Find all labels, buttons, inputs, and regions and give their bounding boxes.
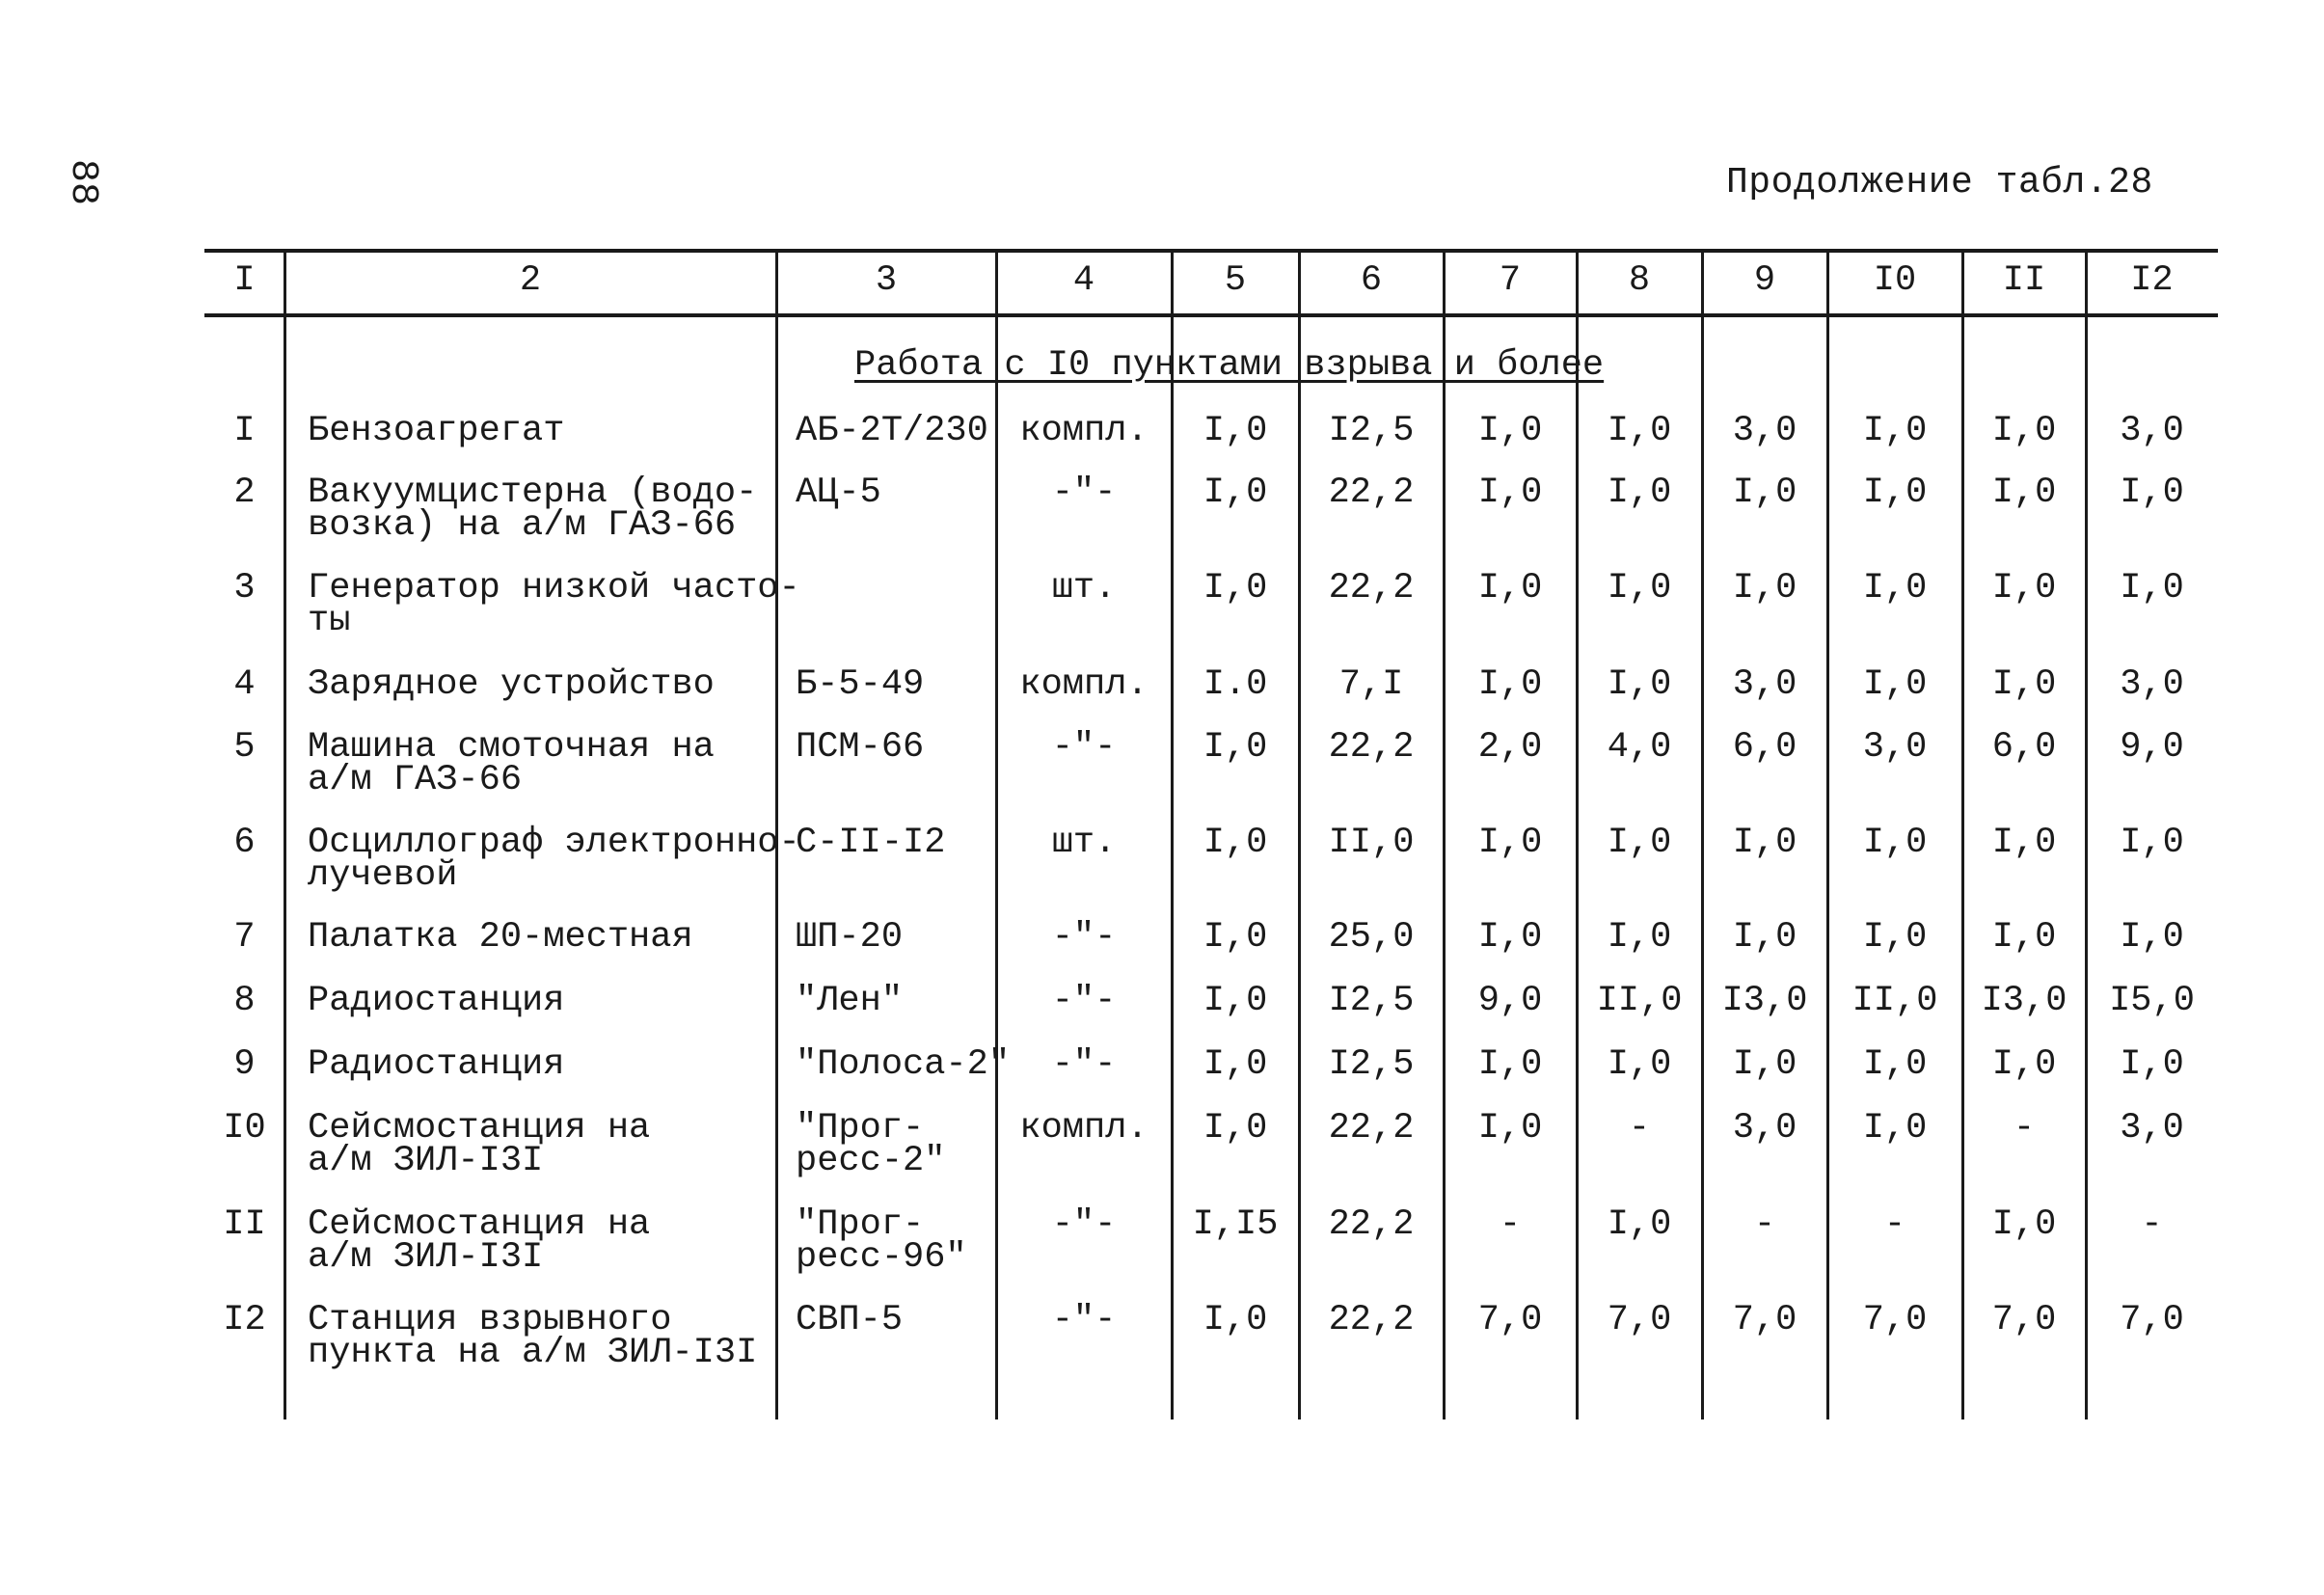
- value-cell: 22,2: [1328, 473, 1415, 513]
- column-header: 8: [1628, 260, 1651, 301]
- value-cell: I2,5: [1328, 981, 1415, 1021]
- unit: компл.: [1019, 664, 1148, 705]
- value-cell: I,0: [1732, 917, 1797, 958]
- unit: -"-: [1051, 1204, 1117, 1245]
- value-cell: I,0: [1477, 473, 1543, 513]
- column-header: II: [2002, 260, 2046, 301]
- column-header: 6: [1360, 260, 1383, 301]
- equipment-name: Зарядное устройство: [308, 664, 715, 705]
- value-cell: 3,0: [2120, 411, 2184, 451]
- value-cell: I,0: [1203, 1044, 1268, 1085]
- row-number: I0: [223, 1108, 266, 1149]
- value-cell: II,0: [1596, 981, 1683, 1021]
- equipment-model: "Лен": [796, 981, 904, 1021]
- equipment-model: АЦ-5: [796, 473, 881, 513]
- value-cell: I,0: [1607, 664, 1672, 705]
- unit: -"-: [1051, 727, 1117, 768]
- value-cell: I,0: [1862, 568, 1928, 608]
- equipment-model: ПСМ-66: [796, 727, 925, 768]
- value-cell: I,0: [1732, 1044, 1797, 1085]
- unit: -"-: [1051, 1300, 1117, 1340]
- value-cell: I,0: [1477, 823, 1543, 863]
- table-caption: Продолжение табл.28: [1726, 162, 2153, 203]
- equipment-name: Сейсмостанция на а/м ЗИЛ-I3I: [308, 1108, 651, 1181]
- row-number: 8: [233, 981, 256, 1021]
- value-cell: 4,0: [1607, 727, 1672, 768]
- column-header: 3: [875, 260, 898, 301]
- unit: компл.: [1019, 1108, 1148, 1149]
- value-cell: 22,2: [1328, 727, 1415, 768]
- value-cell: I,0: [1477, 917, 1543, 958]
- page-number: 88: [61, 159, 104, 206]
- equipment-model: ШП-20: [796, 917, 904, 958]
- unit: -"-: [1051, 981, 1117, 1021]
- value-cell: 7,0: [1607, 1300, 1672, 1340]
- equipment-name: Осциллограф электронно- лучевой: [308, 823, 800, 896]
- equipment-model: СВП-5: [796, 1300, 904, 1340]
- value-cell: 3,0: [2120, 664, 2184, 705]
- equipment-model: "Прог- ресс-96": [796, 1204, 967, 1278]
- equipment-name: Станция взрывного пункта на а/м ЗИЛ-I3I: [308, 1300, 758, 1373]
- value-cell: 7,0: [1477, 1300, 1543, 1340]
- value-cell: I,0: [1203, 823, 1268, 863]
- value-cell: I,0: [1477, 568, 1543, 608]
- value-cell: I,0: [1991, 823, 2057, 863]
- column-header: 9: [1753, 260, 1776, 301]
- unit: шт.: [1051, 823, 1117, 863]
- column-header: I0: [1873, 260, 1917, 301]
- equipment-name: Вакуумцистерна (водо- возка) на а/м ГАЗ-66: [308, 473, 758, 546]
- value-cell: I,0: [2120, 473, 2184, 513]
- value-cell: I,0: [2120, 823, 2184, 863]
- value-cell: 6,0: [1732, 727, 1797, 768]
- equipment-name: Машина смоточная на а/м ГАЗ-66: [308, 727, 715, 800]
- unit: -"-: [1051, 1044, 1117, 1085]
- unit: компл.: [1019, 411, 1148, 451]
- equipment-model: АБ-2Т/230: [796, 411, 988, 451]
- column-header: 2: [519, 260, 542, 301]
- value-cell: 6,0: [1991, 727, 2057, 768]
- value-cell: I,0: [1862, 1044, 1928, 1085]
- value-cell: I,0: [1477, 1044, 1543, 1085]
- value-cell: I,0: [1203, 981, 1268, 1021]
- value-cell: 22,2: [1328, 1108, 1415, 1149]
- value-cell: I,0: [1991, 1044, 2057, 1085]
- value-cell: I3,0: [1721, 981, 1808, 1021]
- value-cell: I3,0: [1981, 981, 2067, 1021]
- row-number: 3: [233, 568, 256, 608]
- value-cell: I,0: [1862, 823, 1928, 863]
- value-cell: 22,2: [1328, 1300, 1415, 1340]
- value-cell: I,0: [1862, 664, 1928, 705]
- equipment-name: Радиостанция: [308, 1044, 565, 1085]
- equipment-name: Палатка 20-местная: [308, 917, 693, 958]
- unit: -"-: [1051, 473, 1117, 513]
- column-header: I2: [2130, 260, 2174, 301]
- value-cell: 7,0: [2120, 1300, 2184, 1340]
- value-cell: 7,I: [1338, 664, 1404, 705]
- value-cell: I,0: [1607, 568, 1672, 608]
- value-cell: I,0: [1991, 1204, 2057, 1245]
- value-cell: I,0: [1203, 1300, 1268, 1340]
- equipment-name: Бензоагрегат: [308, 411, 565, 451]
- equipment-model: Б-5-49: [796, 664, 925, 705]
- row-number: I: [233, 411, 256, 451]
- value-cell: I,0: [2120, 1044, 2184, 1085]
- equipment-name: Радиостанция: [308, 981, 565, 1021]
- value-cell: I,0: [1477, 411, 1543, 451]
- table-header-rule: [204, 313, 2218, 317]
- value-cell: II,0: [1851, 981, 1938, 1021]
- value-cell: I2,5: [1328, 1044, 1415, 1085]
- column-header: 4: [1072, 260, 1095, 301]
- unit: шт.: [1051, 568, 1117, 608]
- value-cell: 9,0: [2120, 727, 2184, 768]
- equipment-model: С-II-I2: [796, 823, 946, 863]
- equipment-name: Генератор низкой часто- ты: [308, 568, 800, 641]
- value-cell: I,0: [1607, 473, 1672, 513]
- row-number: 6: [233, 823, 256, 863]
- column-header: 5: [1224, 260, 1247, 301]
- value-cell: I,0: [1607, 1204, 1672, 1245]
- value-cell: I,0: [1203, 1108, 1268, 1149]
- value-cell: I,0: [1203, 727, 1268, 768]
- value-cell: I5,0: [2109, 981, 2195, 1021]
- value-cell: I,0: [1991, 568, 2057, 608]
- value-cell: 25,0: [1328, 917, 1415, 958]
- value-cell: I,0: [1991, 664, 2057, 705]
- row-number: 2: [233, 473, 256, 513]
- value-cell: I,I5: [1192, 1204, 1279, 1245]
- unit: -"-: [1051, 917, 1117, 958]
- value-cell: 7,0: [1862, 1300, 1928, 1340]
- value-cell: I,0: [1862, 1108, 1928, 1149]
- equipment-model: "Полоса-2": [796, 1044, 1011, 1085]
- value-cell: 3,0: [1732, 411, 1797, 451]
- row-number: I2: [223, 1300, 266, 1340]
- value-cell: I,0: [1991, 473, 2057, 513]
- value-cell: 9,0: [1477, 981, 1543, 1021]
- value-cell: 3,0: [1862, 727, 1928, 768]
- value-cell: I,0: [1607, 823, 1672, 863]
- row-number: 9: [233, 1044, 256, 1085]
- value-cell: I,0: [1203, 411, 1268, 451]
- value-cell: I,0: [1203, 917, 1268, 958]
- value-cell: I,0: [1607, 411, 1672, 451]
- value-cell: -: [1628, 1108, 1651, 1149]
- value-cell: I,0: [1732, 473, 1797, 513]
- value-cell: 3,0: [1732, 1108, 1797, 1149]
- value-cell: I,0: [1862, 917, 1928, 958]
- value-cell: 2,0: [1477, 727, 1543, 768]
- column-header: I: [233, 260, 256, 301]
- value-cell: -: [1753, 1204, 1776, 1245]
- value-cell: -: [1883, 1204, 1906, 1245]
- value-cell: I,0: [2120, 917, 2184, 958]
- value-cell: -: [2141, 1204, 2163, 1245]
- column-header: 7: [1499, 260, 1522, 301]
- section-title: Работа с I0 пунктами взрыва и более: [854, 345, 1605, 386]
- value-cell: I,0: [1732, 568, 1797, 608]
- value-cell: I,0: [1862, 411, 1928, 451]
- value-cell: I,0: [1203, 473, 1268, 513]
- value-cell: I,0: [1203, 568, 1268, 608]
- value-cell: 3,0: [1732, 664, 1797, 705]
- table-top-rule: [204, 249, 2218, 253]
- value-cell: I,0: [1607, 1044, 1672, 1085]
- equipment-model: "Прог- ресс-2": [796, 1108, 946, 1181]
- equipment-name: Сейсмостанция на а/м ЗИЛ-I3I: [308, 1204, 651, 1278]
- value-cell: -: [1499, 1204, 1522, 1245]
- value-cell: 7,0: [1732, 1300, 1797, 1340]
- value-cell: I,0: [1477, 664, 1543, 705]
- value-cell: I,0: [1991, 411, 2057, 451]
- value-cell: 3,0: [2120, 1108, 2184, 1149]
- value-cell: I,0: [1732, 823, 1797, 863]
- value-cell: II,0: [1328, 823, 1415, 863]
- value-cell: 22,2: [1328, 568, 1415, 608]
- value-cell: I,0: [1991, 917, 2057, 958]
- value-cell: I,0: [1477, 1108, 1543, 1149]
- row-number: 5: [233, 727, 256, 768]
- value-cell: -: [2013, 1108, 2036, 1149]
- value-cell: 22,2: [1328, 1204, 1415, 1245]
- value-cell: I,0: [1862, 473, 1928, 513]
- value-cell: 7,0: [1991, 1300, 2057, 1340]
- value-cell: I,0: [1607, 917, 1672, 958]
- row-number: 7: [233, 917, 256, 958]
- row-number: 4: [233, 664, 256, 705]
- value-cell: I2,5: [1328, 411, 1415, 451]
- value-cell: I.0: [1203, 664, 1268, 705]
- row-number: II: [223, 1204, 266, 1245]
- value-cell: I,0: [2120, 568, 2184, 608]
